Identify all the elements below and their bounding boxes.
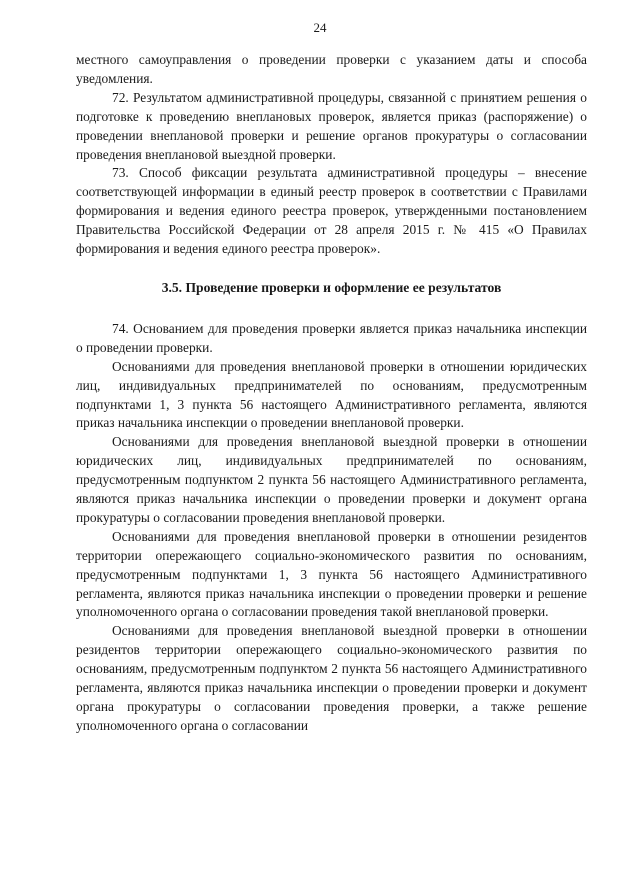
paragraph-73: 73. Способ фиксации результата административной процедуры – внесение соответствующей информации в единый реестр проверок в соответствии с Правилами формирования и ведения единого реестра проверок, утвержденными постановлением Правительства Российской Федерации от 28 апреля 2015 г. № 415 «О Правилах формирования и ведения единого реестра проверок». [76,165,587,257]
paragraph-72: 72. Результатом административной процедуры, связанной с принятием решения о подготовке к проведению внеплановых проверок, является приказ (распоряжение) о проведении внеплановой проверки и решение органов прокуратуры о согласовании проведения внеплановой выездной проверки. [76,89,587,162]
paragraph-continuation: местного самоуправления о проведении проверки с указанием даты и способа уведомления. [76,52,587,86]
page-number: 24 [313,20,327,35]
paragraph-grounds-4: Основаниями для проведения внеплановой выездной проверки в отношении резидентов территории опережающего социально-экономического развития по основаниям, предусмотренным подпунктом 2 пункта 56 настоящего Административного регламента, являются приказ начальника инспекции о проведении проверки и документ органа прокуратуры о согласовании проведения проверки, а также решение уполномоченного органа о согласовании [76,623,587,733]
section-heading: 3.5. Проведение проверки и оформление ее результатов [161,279,502,295]
paragraph-74: 74. Основанием для проведения проверки является приказ начальника инспекции о проведении проверки. [76,320,587,355]
paragraph-grounds-3: Основаниями для проведения внеплановой проверки в отношении резидентов территории опережающего социально-экономического развития по основаниям, предусмотренным подпунктами 1, 3 пункта 56 настоящего Административного регламента, являются приказ начальника инспекции о проведении проверки и решение уполномоченного органа о согласовании проведения такой внеплановой проверки. [76,528,587,620]
document-body [76,0,587,736]
paragraph-grounds-1: Основаниями для проведения внеплановой проверки в отношении юридических лиц, индивидуальных предпринимателей по основаниям, предусмотренным подпунктами 1, 3 пункта 56 настоящего Административного регламента, являются приказ начальника инспекции о проведении внеплановой проверки. [76,358,587,431]
paragraph-grounds-2: Основаниями для проведения внеплановой выездной проверки в отношении юридических лиц, индивидуальных предпринимателей по основаниям, предусмотренным подпунктом 2 пункта 56 настоящего Административного регламента, являются приказ начальника инспекции о проведении проверки и документ органа прокуратуры о согласовании проведения внеплановой проверки. [76,434,587,525]
